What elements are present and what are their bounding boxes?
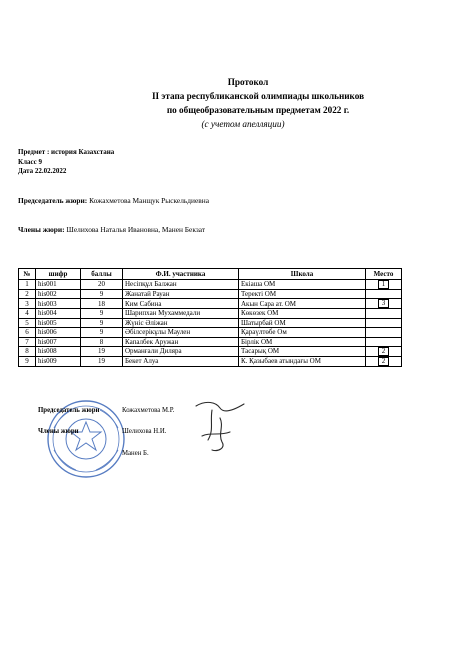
cell-score: 9	[81, 318, 123, 327]
cell-name: Жанатай Рауан	[123, 290, 239, 299]
signature-member1-name: Шелихова Н.И.	[122, 428, 167, 435]
place-value: 3	[378, 299, 390, 308]
header-cell-number: №	[19, 269, 36, 280]
header-cell-name: Ф.И. участника	[123, 269, 239, 280]
cell-code: his009	[36, 357, 81, 367]
cell-school: Бірлік ОМ	[239, 337, 366, 346]
cell-number: 4	[19, 309, 36, 318]
cell-name: Ким Сабина	[123, 299, 239, 309]
cell-name: Әбілсерікұлы Маулен	[123, 328, 239, 337]
jury-chair-name: Кожахметова Манщук Рыскельдиевна	[87, 196, 209, 205]
place-value: 2	[378, 347, 390, 356]
place-value: 2	[378, 357, 390, 366]
cell-code: his006	[36, 328, 81, 337]
cell-score: 19	[81, 357, 123, 367]
cell-school: Қараүлтөбе Ом	[239, 328, 366, 337]
cell-code: his008	[36, 347, 81, 357]
header-cell-school: Школа	[239, 269, 366, 280]
cell-place	[366, 328, 402, 337]
jury-members-label: Члены жюри:	[18, 225, 65, 234]
cell-number: 5	[19, 318, 36, 327]
header-cell-score: баллы	[81, 269, 123, 280]
cell-code: his007	[36, 337, 81, 346]
cell-school: Теректі ОМ	[239, 290, 366, 299]
cell-name: Несіпқұл Балжан	[123, 280, 239, 290]
cell-name: Шарипхан Мухаммедали	[123, 309, 239, 318]
cell-school: Акын Сара ат. ОМ	[239, 299, 366, 309]
cell-place	[366, 290, 402, 299]
table-row	[19, 328, 402, 337]
header-cell-place: Место	[366, 269, 402, 280]
cell-place	[366, 357, 402, 367]
jury-members-names: Шелихова Наталья Ивановна, Манен Бекзат	[64, 225, 206, 234]
signature-chair-label: Председатель жюри	[38, 407, 100, 414]
signature-line-member2	[122, 450, 149, 457]
cell-number: 3	[19, 299, 36, 309]
table-row	[19, 347, 402, 357]
cell-score: 18	[81, 299, 123, 309]
cell-number: 8	[19, 347, 36, 357]
cell-name: Бекет Алуа	[123, 357, 239, 367]
cell-place	[366, 347, 402, 357]
jury-members-line	[18, 225, 205, 234]
chair-signature-icon	[190, 396, 250, 456]
grade-line: Класс 9	[18, 157, 42, 166]
table-row	[19, 299, 402, 309]
cell-score: 9	[81, 309, 123, 318]
table-row	[19, 309, 402, 318]
cell-number: 1	[19, 280, 36, 290]
date-line: Дата 22.02.2022	[18, 167, 67, 175]
signature-members-label: Члены жюри	[38, 428, 79, 435]
table-row	[19, 337, 402, 346]
cell-score: 20	[81, 280, 123, 290]
cell-number: 6	[19, 328, 36, 337]
document-subtitle: (с учетом апелляции)	[201, 119, 285, 129]
signature-line-chair	[38, 407, 175, 414]
cell-code: his005	[36, 318, 81, 327]
place-value: 1	[378, 280, 390, 289]
meta-block	[18, 148, 114, 177]
cell-school: Екіаша ОМ	[239, 280, 366, 290]
signature-line-members	[38, 428, 167, 435]
cell-code: his001	[36, 280, 81, 290]
cell-place	[366, 309, 402, 318]
header-cell-code: шифр	[36, 269, 81, 280]
cell-place	[366, 299, 402, 309]
document-title: Протокол	[227, 77, 269, 87]
cell-name: Орманғали Диляра	[123, 347, 239, 357]
cell-code: his004	[36, 309, 81, 318]
jury-chair-line	[18, 196, 209, 205]
table-row	[19, 290, 402, 299]
signature-member2-name: Манен Б.	[122, 450, 149, 457]
cell-place	[366, 318, 402, 327]
cell-place	[366, 337, 402, 346]
cell-school: К. Қазыбаев атындағы ОМ	[239, 357, 366, 367]
table-row	[19, 357, 402, 367]
cell-number: 2	[19, 290, 36, 299]
cell-score: 9	[81, 290, 123, 299]
cell-school: Шатырбай ОМ	[239, 318, 366, 327]
cell-code: his002	[36, 290, 81, 299]
table-header-row	[19, 269, 402, 280]
signature-chair-name: Кожахметова М.Р.	[122, 407, 175, 414]
document-title-line2: II этапа республиканской олимпиады школьников	[151, 91, 365, 101]
cell-number: 7	[19, 337, 36, 346]
cell-place	[366, 280, 402, 290]
cell-name: Капалбек Аружан	[123, 337, 239, 346]
jury-chair-label: Председатель жюри:	[18, 196, 88, 205]
cell-school: Тасарық ОМ	[239, 347, 366, 357]
results-table	[18, 268, 402, 367]
table-row	[19, 318, 402, 327]
table-row	[19, 280, 402, 290]
cell-name: Жүніс Әліжан	[123, 318, 239, 327]
cell-score: 8	[81, 337, 123, 346]
document-title-line3: по общеобразовательным предметам 2022 г.	[166, 105, 350, 115]
cell-score: 19	[81, 347, 123, 357]
cell-code: his003	[36, 299, 81, 309]
cell-number: 9	[19, 357, 36, 367]
cell-score: 9	[81, 328, 123, 337]
subject-line: Предмет : история Казахстана	[18, 148, 115, 156]
title-block	[0, 75, 460, 131]
cell-school: Көкөзек ОМ	[239, 309, 366, 318]
